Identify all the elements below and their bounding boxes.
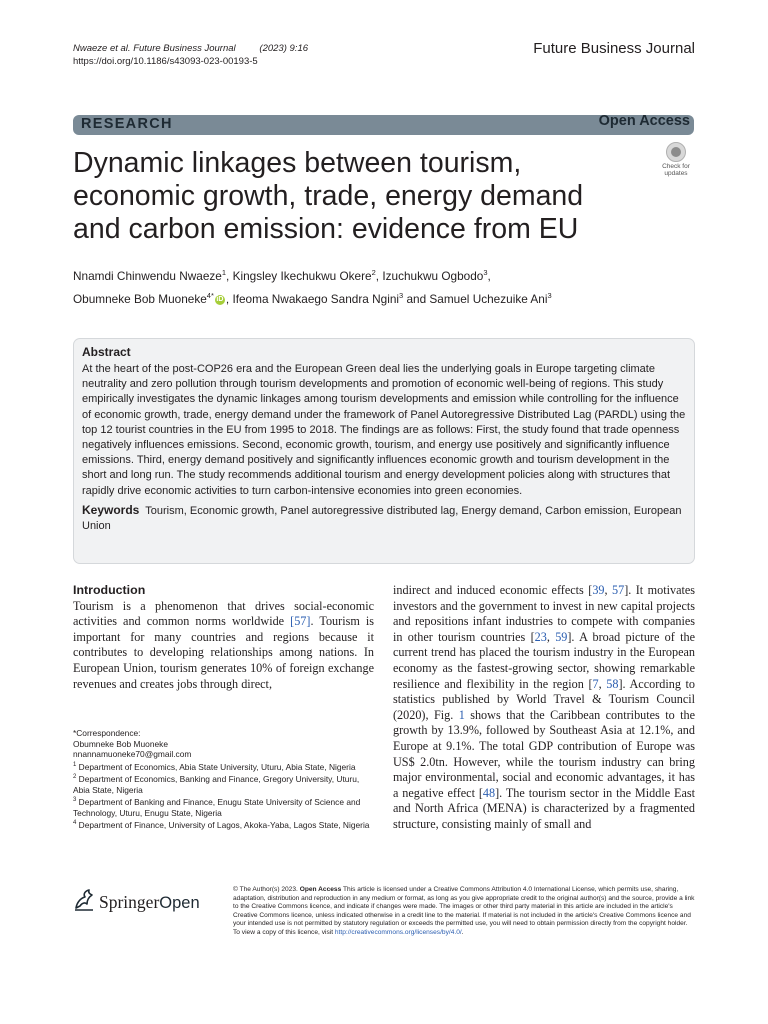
affiliation-number: 3 [73, 797, 77, 804]
body-column-left [73, 583, 374, 692]
citation-link[interactable]: 58 [606, 676, 619, 691]
citation-year-volume: (2023) 9:16 [259, 43, 309, 54]
author-name[interactable]: Samuel Uchezuike Ani [429, 291, 548, 306]
author-name[interactable]: Izuchukwu Ogbodo [382, 268, 484, 283]
body-text: ]. According to statistics published by World Travel & Tourism Council (2020), Fig. [393, 676, 696, 722]
license-notice [233, 886, 695, 938]
affiliation-text: Department of Economics, Abia State University, Uturu, Abia State, Nigeria [78, 761, 356, 772]
section-label: RESEARCH [81, 116, 173, 132]
affiliation-2 [73, 772, 373, 795]
affiliation-4 [73, 818, 373, 830]
running-header [73, 42, 308, 68]
citation-link[interactable]: 59 [555, 629, 568, 644]
abstract-heading: Abstract [82, 345, 131, 359]
citation-line [73, 42, 308, 55]
abstract-text: At the heart of the post-COP26 era and the European Green deal lies the underlying goals in Europe targeting climate neutrality and zero pollution through tourism developments and promotion of economic well-being of regions. This study empirically investigates the dynamic linkages among tourism developments and emission while controlling for the influence of economic growth, trade, energy demand under the framework of Panel Autoregressive Distributed Lag (PARDL) using the top 12 tourist countries in the EU from 1995 to 2018. The findings are as follows: First, the study found that trade openness negatively influences emissions. Second, economic growth, tourism, and energy use positively and significantly influence emissions. Third, energy demand positively and significantly influences economic growth and tourism development in the short and long run. The study recommends additional tourism and energy development policies along with structures that rapidly drive economic activities to turn carbon-intensive economies into green economies. [82, 363, 686, 497]
check-for-updates-icon [666, 142, 686, 162]
author-affiliation: 3 [483, 268, 488, 277]
correspondence-label: *Correspondence: [73, 728, 141, 738]
body-text: ]. A broad picture of the current trend has placed the tourism industry in the European economy as the fastest-growing sector, showing remarkable resilience and flexibility in the region [ [393, 629, 696, 691]
section-heading-introduction: Introduction [73, 583, 146, 597]
author-affiliation: 2 [371, 268, 376, 277]
affiliation-text: Department of Economics, Banking and Finance, Gregory University, Uturu, Abia State, Nigeria [73, 773, 360, 795]
license-end: . [461, 928, 464, 936]
body-text: ]. The tourism sector in the Middle East and North Africa (MENA) is characterized by a fragmented structure, consisting mainly of small and [393, 785, 695, 831]
author-name[interactable]: Obumneke Bob Muoneke [73, 291, 207, 306]
author-list [73, 263, 693, 309]
author-separator: , [375, 268, 383, 283]
body-text: indirect and induced economic effects [ [393, 583, 593, 597]
body-text: . Tourism is important for many countries and regions because it contributes to developing relationships among nations. In European Union, tourism generates 10% of foreign exchange revenues and creates jobs through direct, [73, 614, 374, 691]
license-link[interactable]: http://creativecommons.org/licenses/by/4.0/ [334, 928, 462, 936]
keywords-list: Tourism, Economic growth, Panel autoregressive distributed lag, Energy demand, Carbon emission, European Union [82, 504, 682, 533]
citation-link[interactable]: 7 [592, 676, 599, 691]
body-text: shows that the Caribbean contributes to the growth by 13.9%, followed by Southeast Asia at 12.1%, and Europe at 9.1%. The total GDP contribution of Europe was US$ 2.0tn. However, while the tourism industry can bring major environmental, social and economic advantages, it has a negative effect [ [393, 707, 696, 800]
journal-name: Future Business Journal [533, 40, 695, 57]
author-affiliation: 4* [206, 290, 214, 300]
abstract-box [73, 338, 695, 564]
license-text: This article is licensed under a Creative Commons Attribution 4.0 International License, which permits use, sharing, adaptation, distribution and reproduction in any medium or format, as long as you give appropriate credit to the original author(s) and the source, provide a link to the Creative Commons licence, and indicate if changes were made. The images or other third party material in this article are included in the article's Creative Commons licence, unless indicated otherwise in a credit line to the material. If material is not included in the article's Creative Commons licence and your intended use is not permitted by statutory regulation or exceeds the permitted use, you will need to obtain permission directly from the copyright holder. To view a copy of this licence, visit [233, 886, 695, 936]
article-title: Dynamic linkages between tourism, economic growth, trade, energy demand and carbon emission: evidence from EU [73, 147, 584, 245]
body-text: Tourism is a phenomenon that drives social-economic activities and common norms worldwide [73, 598, 374, 629]
body-text: , [546, 629, 556, 644]
check-for-updates-badge[interactable] [656, 142, 696, 180]
citation-authors: Nwaeze et al. [73, 43, 131, 54]
author-affiliation: 3 [399, 290, 404, 300]
author-name[interactable]: Ifeoma Nwakaego Sandra Ngini [232, 291, 399, 306]
open-access-label: Open Access [598, 113, 690, 129]
doi-link[interactable]: https://doi.org/10.1186/s43093-023-00193-5 [73, 56, 258, 67]
check-for-updates-text: Check for updates [662, 163, 690, 177]
author-separator: , [226, 268, 233, 283]
affiliation-1 [73, 760, 373, 772]
affiliation-text: Department of Finance, University of Lagos, Akoka-Yaba, Lagos State, Nigeria [78, 819, 370, 830]
keywords [82, 503, 686, 534]
springer-open-logo[interactable] [73, 886, 223, 916]
citation-link[interactable]: 23 [534, 629, 547, 644]
author-separator: and [403, 291, 430, 306]
section-banner [73, 115, 694, 135]
affiliation-3 [73, 795, 373, 818]
body-column-right [393, 583, 695, 833]
body-text: ]. It motivates investors and the government to invest in new capital projects and repositions infant industries to compete with companies in other tourism countries [ [393, 583, 696, 644]
corresponding-email[interactable]: nnannamuoneke70@gmail.com [73, 749, 192, 760]
affiliation-number: 4 [73, 820, 77, 827]
author-separator: , [225, 291, 233, 306]
copyright-text: © The Author(s) 2023. [233, 886, 298, 893]
citation-link[interactable]: [57] [290, 614, 311, 629]
author-affiliation: 1 [221, 268, 227, 277]
springer-horse-icon [73, 888, 95, 912]
citation-journal: Future Business Journal [133, 43, 236, 54]
corresponding-author: Obumneke Bob Muoneke [73, 738, 168, 749]
citation-link[interactable]: 48 [482, 785, 496, 800]
figure-link[interactable]: 1 [458, 707, 465, 722]
body-text: , [604, 583, 612, 597]
author-name[interactable]: Kingsley Ikechukwu Okere [232, 268, 372, 283]
citation-link[interactable]: 57 [612, 583, 625, 597]
affiliation-text: Department of Banking and Finance, Enugu State University of Science and Technology, Uturu, Enugu State, Nigeria [73, 796, 361, 818]
affiliation-number: 2 [73, 774, 77, 781]
footnotes [73, 728, 373, 831]
author-separator: , [487, 268, 491, 283]
orcid-icon[interactable]: iD [216, 295, 224, 303]
open-access-bold: Open Access [299, 886, 342, 893]
springer-wordmark: SpringerOpen [99, 892, 200, 912]
body-text: , [598, 676, 607, 691]
citation-link[interactable]: 39 [592, 583, 605, 597]
keywords-label: Keywords [82, 502, 140, 517]
author-name[interactable]: Nnamdi Chinwendu Nwaeze [73, 268, 222, 283]
author-affiliation: 3 [547, 290, 552, 300]
affiliation-number: 1 [73, 761, 77, 768]
